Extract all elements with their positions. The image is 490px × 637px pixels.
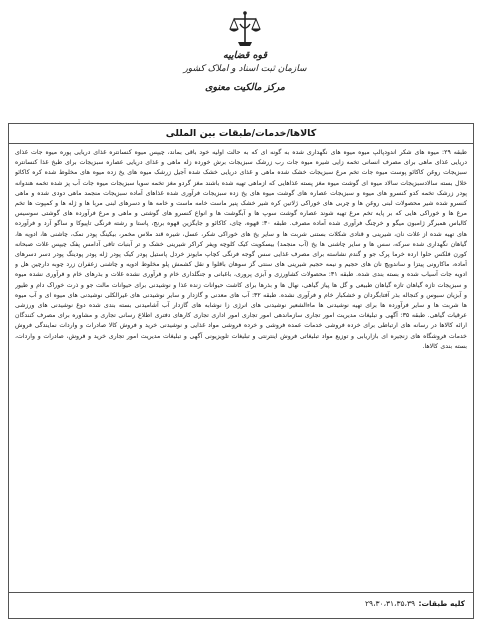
all-classes-label: کلیه طبقات: xyxy=(418,599,465,608)
org-name-registration: سازمان ثبت اسناد و املاک کشور xyxy=(183,64,307,74)
all-classes-value: ۲۹،۳۰،۳۱،۳۵،۳۹ xyxy=(365,599,415,608)
org-name-judiciary: قوه قضاییه xyxy=(222,50,267,61)
letterhead xyxy=(0,6,490,118)
org-name-ip-center: مرکز مالکیت معنوی xyxy=(205,82,285,93)
table-title: کالاها/خدمات/طبقات بین المللی xyxy=(9,124,473,144)
classification-table xyxy=(8,123,474,619)
all-classes-row xyxy=(9,592,473,620)
iran-judiciary-scales-emblem xyxy=(228,10,262,50)
classes-description: طبقه ۲۹: میوه های شکر اندودپالپ میوه میوه های نگهداری شده به گونه ای که به حالت اولیه خود باقی بماند، چیپس میوه کنسانتره غذای دریایی پوره میوه جات غذای دریایی غذای ماهی برای مصرف انسانی تخمه زایی شیره میوه جات رب زرشک سبزیجات برش خورده زله ماهی و غذای دریایی عصاره سبزیجات برای طبخ غذا کنسانتره سبزیجات روغن کاکائو پوست میوه جات تخم مرغ سبزیجات خشک شده ماهی و غذای دریایی خشک شده آجیل زرشک میوه های یخ زده میوه های مخلوط شده کره کاکائو خلال بسته سالادسبزیجات سالاد میوه ای گوشت میوه مغز پسته غذاهایی که ازماهی تهیه شده باشند مغز گردو مغز تخمه سویا سبزیجات میوه جات آب پز شده تخمه هندوانه پودر زرشک تخمه کدو کنسرو های میوه و سبزیجات عصاره های گوشت میوه های یخ زده سبزیجات فرآوری شده غذاهای آماده سبزیجات منجمد ماهی دودی شده و ماهی کنسرو شده شیر محصولات لبنی روغن ها و چربی های خوراکی ژلاتین کره شیر خشک پنیر ماست خامه ماست و خامه ها و دسرهای لبنی مربا ها و ژله ها و کمپوت ها تخم مرغ ها و خوراکی هایی که بر پایه تخم مرغ تهیه شوند عصاره گوشت سوپ ها و آبگوشت ها و انواع کنسرو های گوشتی و ماهی و مرغ فرآورده های گوشتی سوسیس کالباس همبرگر ژامبون میگو و خرچنگ فرآوری شده آماده مصرف. طبقه ۳۰: قهوه، چای، کاکائو و جایگزین قهوه برنج، پاستا و رشته فرنگی تاپیوکا و ساگو آرد و فرآورده های تهیه شده از غلات نان، شیرینی و قنادی شکلات بستنی شربت ها و سایر یخ های خوراکی شکر، عسل، شیره قند ملاس مخمر، بیکینگ پودر نمک، چاشنی ها، ادویه ها، گیاهان نگهداری شده سرکه، سس ها و سایر چاشنی ها یخ (آب منجمد) بیسکویت کیک کلوچه ویفر کراکر شیرینی خشک و تر آبنبات تافی آدامس پفک چیپس غلات صبحانه کورن فلکس حلوا ارده خرما پرک جو و گندم نشاسته برای مصرف غذایی سس گوجه فرنگی کچاپ مایونز خردل پاستیل پودر کیک پودر ژله پودر پودینگ پودر دسر دسرهای آماده، ماکارونی پیتزا و ساندویچ نان های حجیم و نیمه حجیم شیرینی های سنتی گز سوهان باقلوا و نقل کشمش پلو مخلوط ادویه و چاشنی زعفران زرد چوبه دارچین هل و ادویه جات آسیاب شده و بسته بندی شده. طبقه ۳۱: محصولات کشاورزی و آبزی پروری، باغبانی و جنگلداری خام و فرآوری نشده غلات و بذرهای خام و فرآوری نشده میوه و سبزیجات تازه گیاهان تازه گیاهان طبیعی و گل ها پیاز گیاهی، نهال ها و بذرها برای کاشت حیوانات زنده غذا و نوشیدنی برای حیوانات مالت جو و ذرت خوراک دام و طیور و آبزیان سبوس و کنجاله بذر آفتابگردان و خشکبار خام و فرآوری نشده. طبقه ۳۲: آب های معدنی و گازدار و سایر نوشیدنی های غیرالکلی نوشیدنی های میوه ای و آب میوه ها شربت ها و سایر فرآورده ها برای تهیه نوشیدنی ها ماءالشعیر نوشیدنی های انرژی زا نوشابه های گازدار آب آشامیدنی بسته بندی شده دوغ نوشیدنی های ورزشی عرقیات گیاهی. طبقه ۳۵: آگهی و تبلیغات مدیریت امور تجاری سازماندهی امور تجاری امور اداری تجاری کارهای دفتری اطلاع رسانی تجاری و مشاوره برای مصرف کنندگان ارائه کالاها در رسانه های ارتباطی برای خرده فروشی خدمات عمده فروشی و خرده فروشی مواد غذایی و نوشیدنی خرید و فروش کالا صادرات و واردات نمایندگی فروش خدمات فروشگاه های زنجیره ای بازاریابی و توزیع مواد تبلیغاتی فروش اینترنتی و تبلیغات تلویزیونی آگهی و تبلیغات مدیریت امور تجاری خرید و فروش، صادرات و واردات، بسته بندی کالاها. xyxy=(15,149,467,350)
